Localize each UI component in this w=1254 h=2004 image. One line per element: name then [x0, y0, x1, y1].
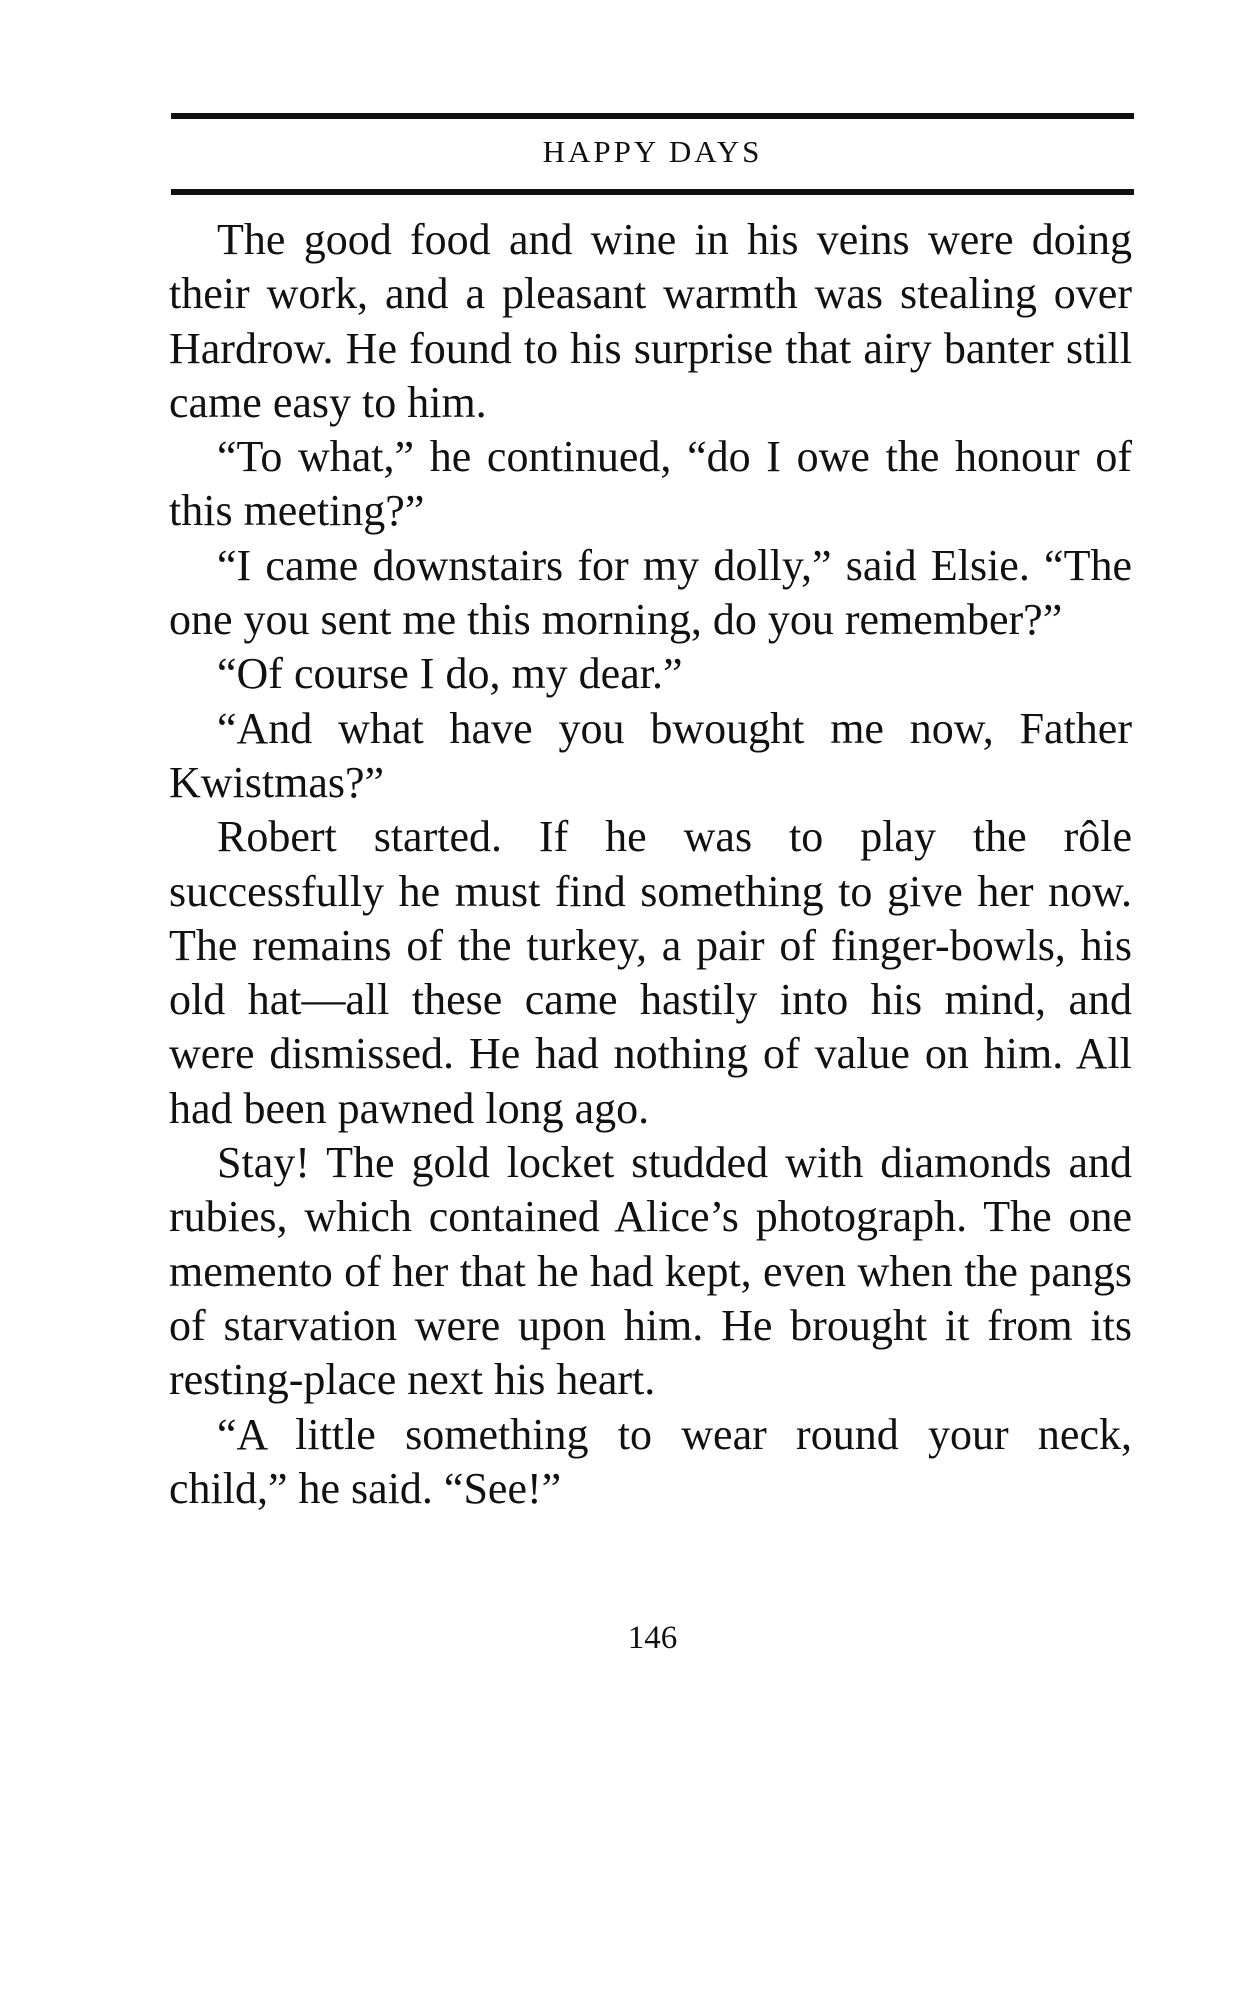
header-top-rule	[171, 113, 1134, 119]
body-text	[169, 213, 1132, 1516]
paragraph: Robert started. If he was to play the rôle successfully he must find something to give her now. The remains of the turkey, a pair of finger-bowls, his old hat—all these came hastily into his mind, and were dismissed. He had nothing of value on him. All had been pawned long ago.	[169, 812, 1132, 1133]
paragraph: “To what,” he continued, “do I owe the honour of this meeting?”	[169, 432, 1132, 536]
page-number: 146	[627, 1620, 678, 1656]
running-title: HAPPY DAYS	[542, 134, 763, 169]
paragraph: “And what have you bwought me now, Father Kwistmas?”	[169, 703, 1132, 807]
paragraph: “I came downstairs for my dolly,” said Elsie. “The one you sent me this morning, do you remember?”	[169, 540, 1132, 645]
paragraph: Stay! The gold locket studded with diamonds and rubies, which contained Alice’s photograph. The one memento of her that he had kept, even when the pangs of starvation were upon him. He brought it from its resting-place next his heart.	[169, 1138, 1132, 1405]
paragraph: “A little something to wear round your neck, child,” he said. “See!”	[169, 1409, 1132, 1513]
paragraph: “Of course I do, my dear.”	[217, 649, 683, 699]
header-bottom-rule	[171, 189, 1134, 195]
paragraph: The good food and wine in his veins were doing their work, and a pleasant warmth was stealing over Hardrow. He found to his surprise that airy banter still came easy to him.	[169, 215, 1132, 427]
